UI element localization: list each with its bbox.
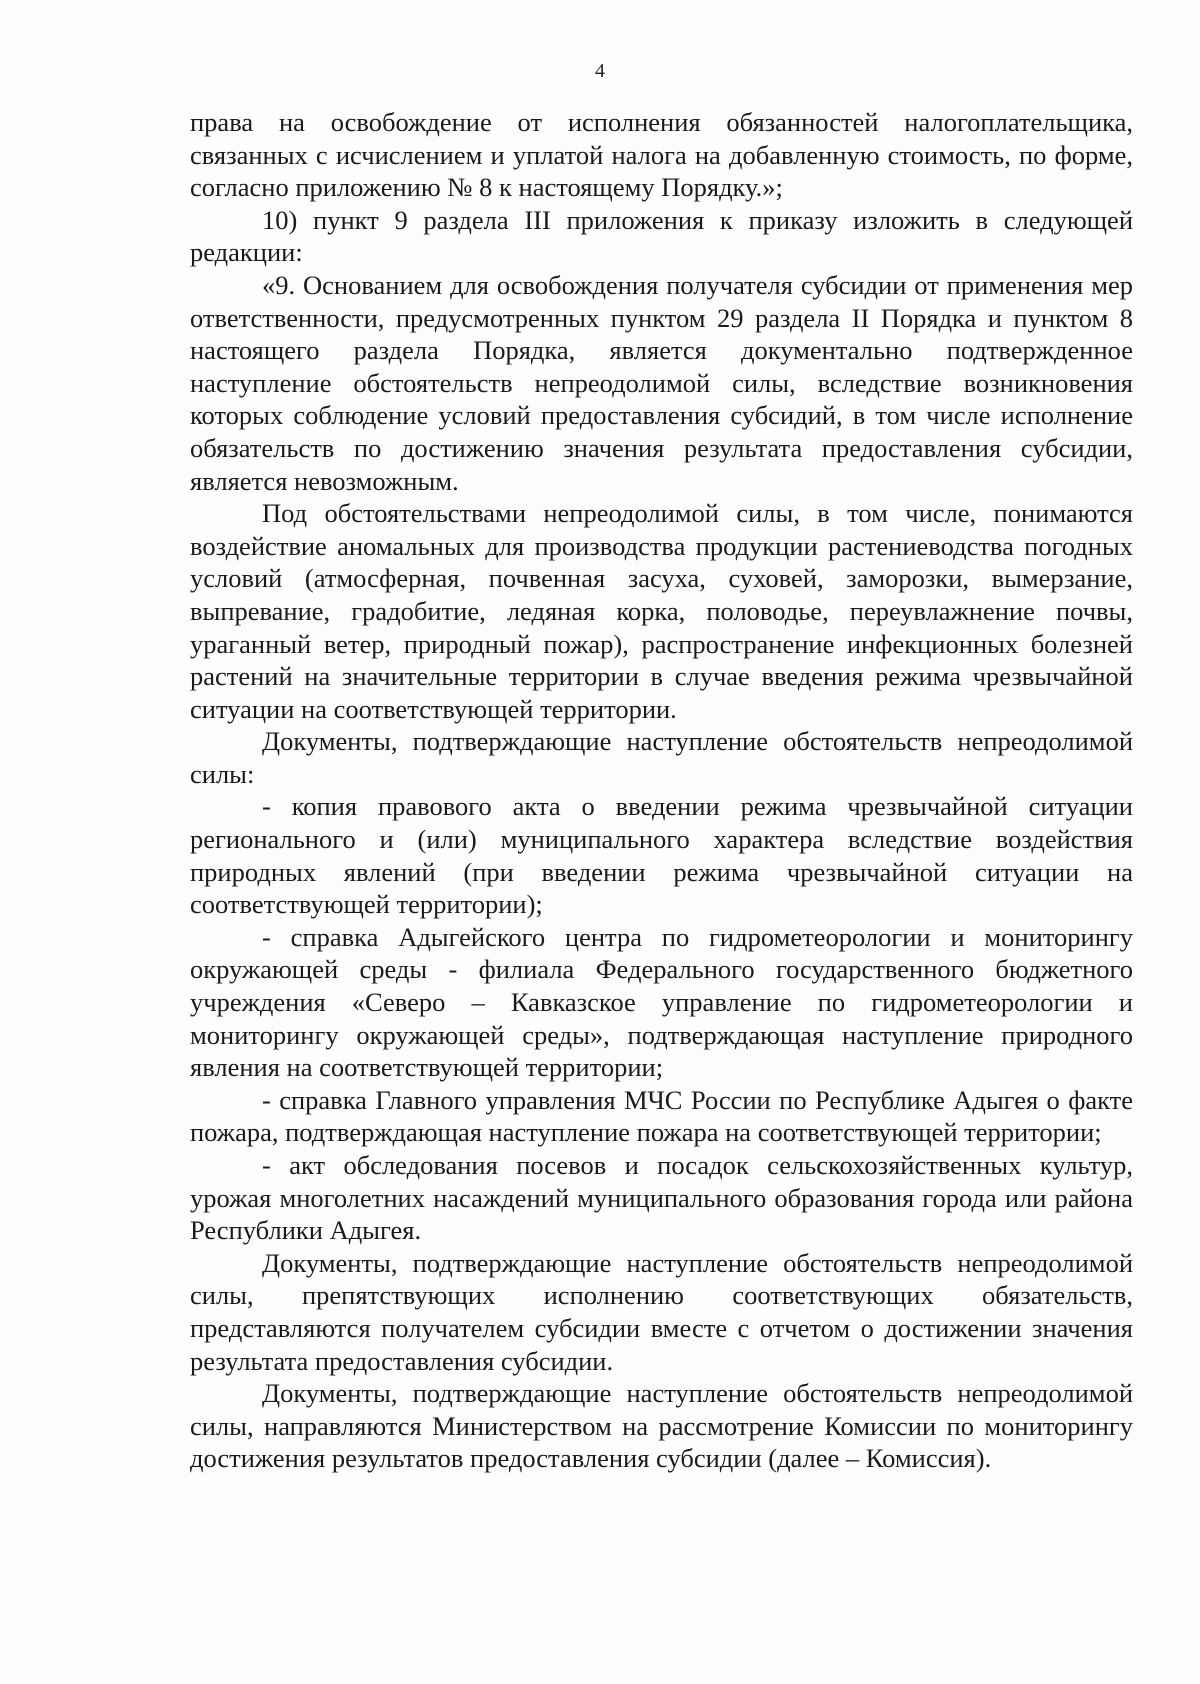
paragraph-p9: - акт обследования посевов и посадок сельскохозяйственных культур, урожая многолетних насаждений муниципального образования города или района Республики Адыгея. (190, 1150, 1133, 1246)
paragraph-p3: «9. Основанием для освобождения получателя субсидии от применения мер ответственности, предусмотренных пунктом 29 раздела II Порядка и пунктом 8 настоящего раздела Порядка, является документально подтвержденное наступление обстоятельств непреодолимой силы, вследствие возникновения которых соблюдение условий предоставления субсидий, в том числе исполнение обязательств по достижению значения результата предоставления субсидии, является невозможным. (190, 269, 1133, 496)
paragraph-p6: - копия правового акта о введении режима чрезвычайной ситуации регионального и (или) муниципального характера вследствие воздействия природных явлений (при введении режима чрезвычайной ситуации на соответствующей территории); (190, 791, 1133, 920)
paragraph-p5: Документы, подтверждающие наступление обстоятельств непреодолимой силы: (190, 726, 1133, 789)
page-number: 4 (595, 60, 605, 82)
document-body (190, 106, 1133, 1475)
paragraph-p2: 10) пункт 9 раздела III приложения к приказу изложить в следующей редакции: (190, 204, 1133, 268)
paragraph-p8: - справка Главного управления МЧС России по Республике Адыгея о факте пожара, подтверждающая наступление пожара на соответствующей территории; (190, 1084, 1133, 1148)
paragraph-p7: - справка Адыгейского центра по гидрометеорологии и мониторингу окружающей среды - филиала Федерального государственного бюджетного учреждения «Северо – Кавказское управление по гидрометеорологии и мониторингу окружающей среды», подтверждающая наступление природного явления на соответствующей территории; (190, 921, 1133, 1083)
paragraph-p1: права на освобождение от исполнения обязанностей налогоплательщика, связанных с исчислением и уплатой налога на добавленную стоимость, по форме, согласно приложению № 8 к настоящему Порядку.»; (190, 107, 1133, 203)
paragraph-p4: Под обстоятельствами непреодолимой силы, в том числе, понимаются воздействие аномальных для производства продукции растениеводства погодных условий (атмосферная, почвенная засуха, суховей, заморозки, вымерзание, выпревание, градобитие, ледяная корка, половодье, переувлажнение почвы, ураганный ветер, природный пожар), распространение инфекционных болезней растений на значительные территории в случае введения режима чрезвычайной ситуации на соответствующей территории. (190, 498, 1133, 724)
paragraph-p11: Документы, подтверждающие наступление обстоятельств непреодолимой силы, направляются Министерством на рассмотрение Комиссии по мониторингу достижения результатов предоставления субсидии (далее – Комиссия). (190, 1378, 1133, 1474)
paragraph-p10: Документы, подтверждающие наступление обстоятельств непреодолимой силы, препятствующих исполнению соответствующих обязательств, представляются получателем субсидии вместе с отчетом о достижении значения результата предоставления субсидии. (190, 1247, 1133, 1376)
